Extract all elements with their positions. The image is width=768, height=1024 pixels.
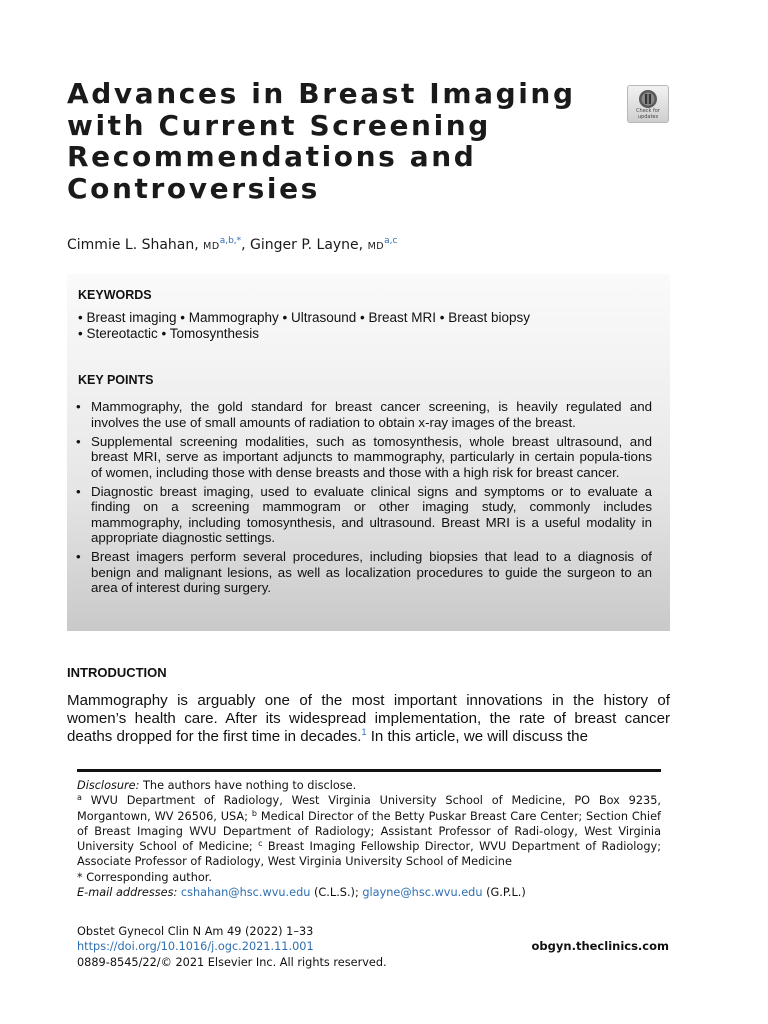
key-points-heading: KEY POINTS [78, 373, 154, 387]
affiliation-text: Breast Imaging Fellowship Director, WVU Department of Radiology; Associate Professor of Radiology, West Virginia University School of Medicine [77, 840, 662, 869]
doi-link[interactable]: https://doi.org/10.1016/j.ogc.2021.11.001 [77, 940, 314, 954]
keywords-list: • Stereotactic • Tomosynthesis [78, 326, 260, 341]
affiliation-marker: a [77, 793, 82, 803]
author-name: Cimmie L. Shahan, [67, 237, 199, 253]
copyright-notice: 0889-8545/22/© 2021 Elsevier Inc. All rights reserved. [77, 955, 387, 969]
publication-info [77, 924, 387, 970]
key-point-text: Mammography, the gold standard for breast cancer screening, is heavily regulated and involves the use of small amounts of radiation to obtain x-ray images of the breast. [91, 399, 652, 430]
title-line: Advances in Breast Imaging [67, 77, 576, 110]
article-title [67, 78, 607, 204]
affiliation-marker: c [258, 839, 263, 849]
affiliation-marker[interactable]: a,b,* [219, 236, 242, 246]
affiliation-text: Medical Director of the Betty Puskar Breast Care Center; Section Chief of Breast Imaging WVU Department of Radiology; Assistant Professor of Radi-ology, West Virginia University School of Medicine; [77, 809, 661, 854]
badge-label: updates [637, 113, 659, 120]
affiliation-marker[interactable]: a,c [384, 236, 398, 246]
email-label: E-mail addresses: [77, 886, 178, 900]
email-note [77, 885, 661, 900]
key-point-text: Supplemental screening modalities, such as tomosynthesis, whole breast ultrasound, and breast MRI, serve as important adjuncts to mammography, particularly in certain popula-tions of women, including those with dense breasts and those with a high risk for breast cancer. [91, 433, 652, 480]
bullet-icon: • [76, 483, 81, 499]
list-item [76, 484, 652, 546]
introduction-heading: INTRODUCTION [67, 665, 167, 680]
journal-citation: Obstet Gynecol Clin N Am 49 (2022) 1–33 [77, 925, 314, 938]
list-item [76, 434, 652, 481]
keywords-keypoints-box [67, 274, 670, 631]
keywords-heading: KEYWORDS [78, 288, 152, 302]
corresponding-note: * Corresponding author. [77, 870, 212, 884]
disclosure-label: Disclosure: [77, 779, 140, 792]
affiliation-text: WVU Department of Radiology, West Virginia University School of Medicine, PO Box 9235, Morgantown, WV 26506, USA; [77, 794, 661, 823]
footnotes [77, 778, 661, 900]
keywords-list: • Breast imaging • Mammography • Ultrasound • Breast MRI • Breast biopsy [78, 310, 531, 325]
bullet-icon: • [76, 399, 81, 414]
affiliations-note [77, 793, 661, 869]
disclosure-note [77, 778, 661, 793]
email-link[interactable]: glayne@hsc.wvu.edu [362, 886, 483, 900]
list-item [76, 399, 652, 430]
introduction-paragraph [67, 692, 670, 747]
title-line: Recommendations and [67, 140, 477, 173]
author-list [67, 236, 397, 253]
title-line: with Current Screening [67, 108, 491, 142]
list-item [76, 549, 652, 596]
disclosure-text: The authors have nothing to disclose. [139, 779, 357, 792]
title-line: Controversies [67, 171, 320, 205]
affiliation-marker: b [251, 808, 257, 818]
check-for-updates-icon [637, 89, 659, 109]
bullet-icon: • [76, 433, 81, 449]
author-name: , Ginger P. Layne, [241, 237, 364, 253]
reference-link[interactable]: 1 [361, 727, 367, 738]
email-link[interactable]: cshahan@hsc.wvu.edu [180, 886, 311, 900]
bullet-icon: • [76, 549, 81, 564]
footnote-divider [77, 769, 661, 772]
key-point-text: Diagnostic breast imaging, used to evaluate clinical signs and symptoms or to evaluate a finding on a screening mammogram or other imaging study, commonly includes mammography, including tomosynthesis, and ultrasound. Breast MRI is a useful modality in appropriate diagnostic settings. [91, 483, 652, 545]
check-for-updates-badge[interactable] [627, 85, 669, 123]
author-degree: MD [203, 241, 220, 252]
badge-label: Check for [636, 108, 660, 114]
key-points-list [76, 399, 652, 599]
journal-website[interactable]: obgyn.theclinics.com [531, 939, 669, 953]
author-degree: MD [367, 241, 385, 252]
intro-text: Mammography is arguably one of the most important innovations in the history of women’s health care. After its widespread implementation, the rate of breast cancer deaths dropped for the first time in decades. [67, 692, 670, 746]
email-initials: (C.L.S.); [310, 886, 363, 900]
key-point-text: Breast imagers perform several procedures, including biopsies that lead to a diagnosis of benign and malignant lesions, as well as localization procedures to guide the surgeon to an area of interest during surgery. [91, 549, 652, 595]
email-initials: (G.P.L.) [482, 886, 526, 900]
intro-text: In this article, we will discuss the [366, 728, 588, 746]
